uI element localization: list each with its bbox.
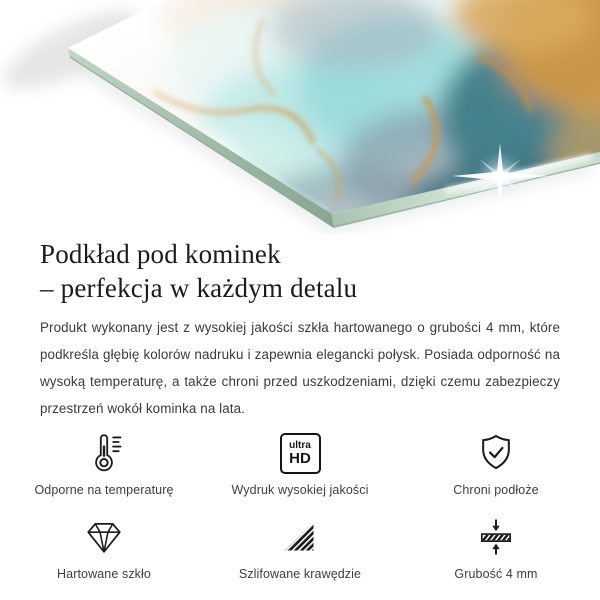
thickness-icon — [476, 514, 516, 560]
feature-label: Szlifowane krawędzie — [238, 567, 362, 581]
ultra-hd-icon — [280, 430, 321, 476]
feature-polished-edges — [202, 514, 398, 581]
feature-label: Chroni podłoże — [453, 483, 539, 497]
thermometer-icon — [82, 430, 126, 476]
diamond-icon — [83, 514, 125, 560]
product-description: Produkt wykonany jest z wysokiej jakości szkła hartowanego o grubości 4 mm, które podkreśla głębię kolorów nadruku i zapewnia elegancki połysk. Posiada odporność na wysoką temperaturę, a także chroni przed uszkodzeniami, dzięki czemu zabezpieczy przestrzeń wokół kominka na lata. — [40, 320, 560, 416]
page-title-line1: Podkład pod kominek — [40, 239, 281, 269]
polished-edges-icon — [282, 514, 318, 560]
feature-tempered-glass — [6, 514, 202, 581]
feature-label: Odporne na temperaturę — [34, 483, 174, 497]
feature-grid — [34, 430, 560, 581]
feature-thickness — [398, 514, 594, 581]
ultra-hd-text-top: ultra — [289, 440, 311, 451]
feature-temperature — [6, 430, 202, 497]
feature-print-quality — [202, 430, 398, 497]
feature-label: Hartowane szkło — [57, 567, 151, 581]
feature-label: Wydruk wysokiej jakości — [231, 483, 369, 497]
page-title — [40, 237, 560, 305]
shield-check-icon — [474, 430, 518, 476]
glass-panel-photo — [0, 0, 600, 235]
product-image — [0, 0, 600, 235]
feature-label: Grubość 4 mm — [454, 567, 538, 581]
feature-protects-floor — [398, 430, 594, 497]
page-title-line2: – perfekcja w każdym detalu — [40, 273, 358, 303]
ultra-hd-text-bottom: HD — [289, 450, 311, 467]
